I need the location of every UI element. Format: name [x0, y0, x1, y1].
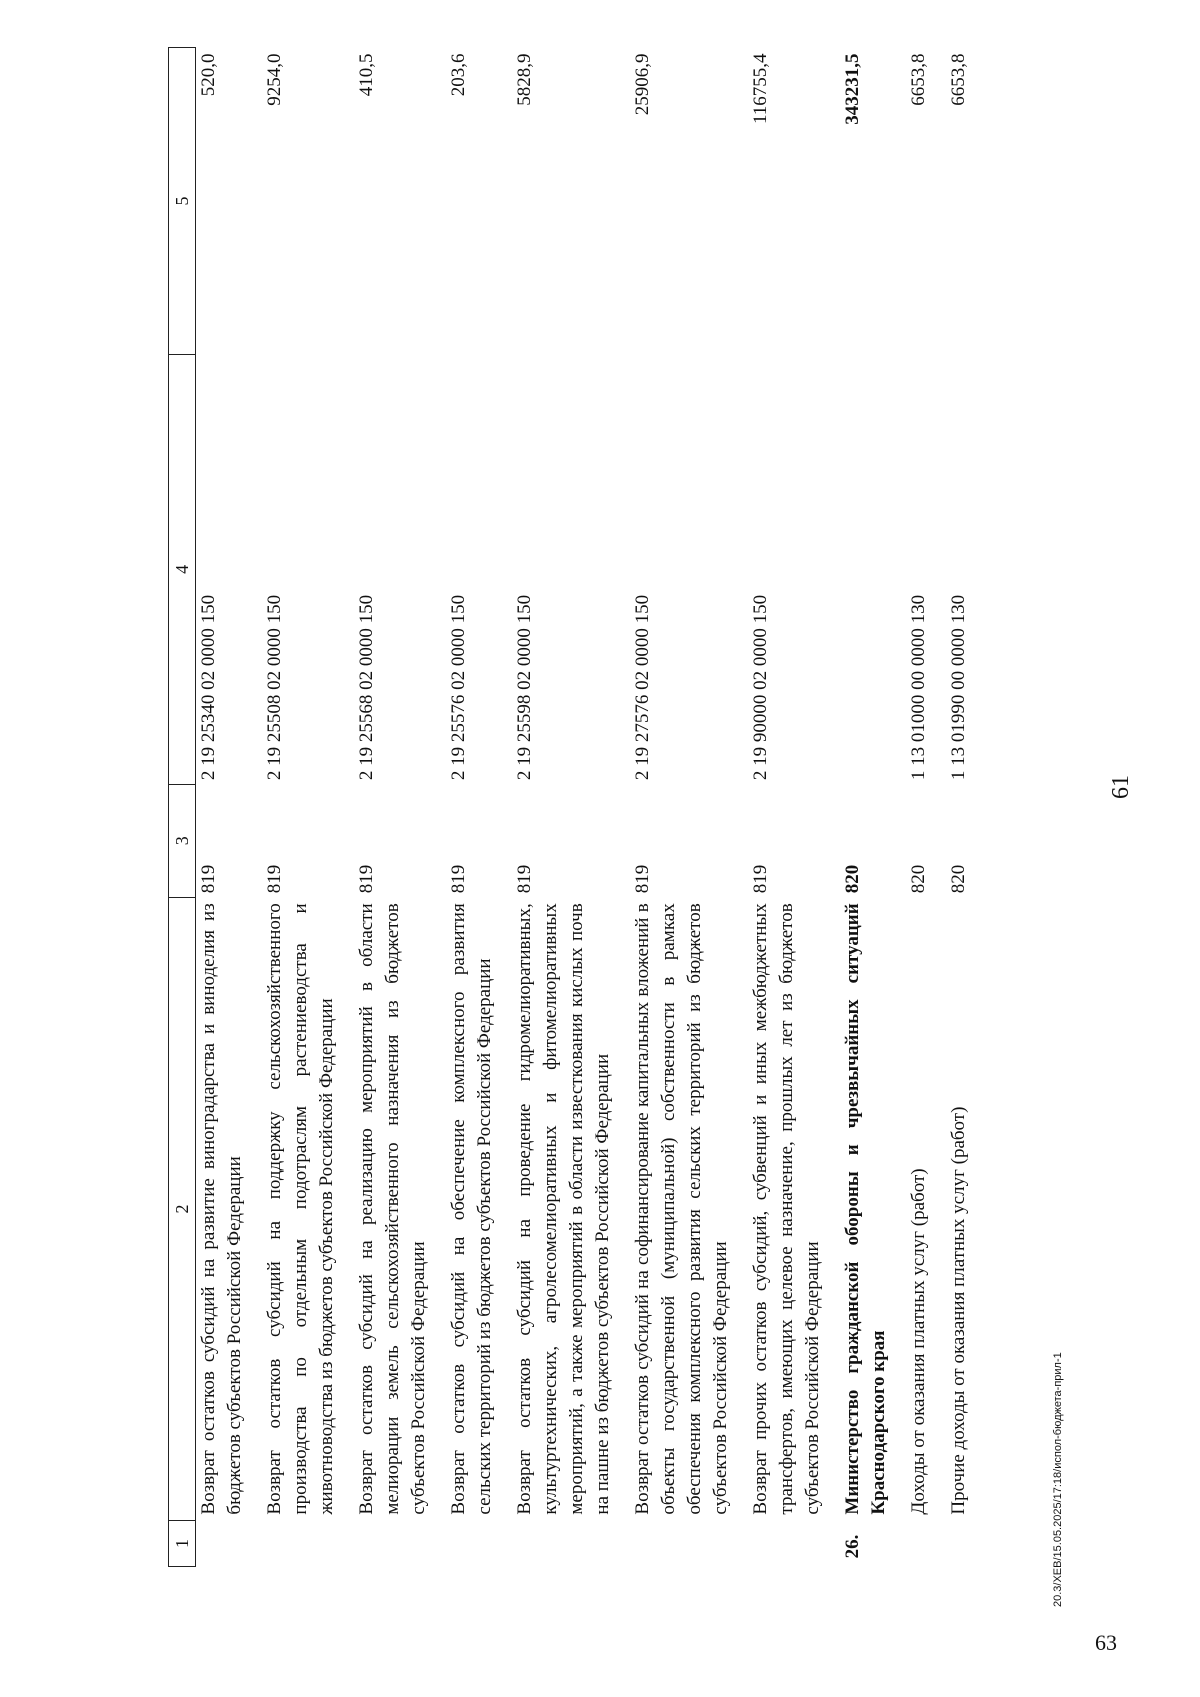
row-admin-code: 819	[264, 864, 285, 894]
row-amount: 203,6	[448, 53, 469, 97]
row-description: Возврат остатков субсидий на развитие виноградарства и виноделия из бюджетов субъектов Российской Федерации	[198, 903, 245, 1515]
column-header-4: 4	[169, 355, 196, 784]
footer-doc-code: 20.3/XEB/15.05.2025/17:18/испол-бюджета-прил-1	[1052, 1352, 1064, 1607]
table-row	[906, 48, 946, 1567]
table-row	[196, 48, 263, 1567]
row-number	[262, 1521, 354, 1567]
row-revenue-code: 2 19 90000 02 0000 150	[750, 594, 771, 781]
row-amount: 116755,4	[750, 53, 771, 125]
row-number	[354, 1521, 446, 1567]
row-description: Возврат остатков субсидий на поддержку сельскохозяйственного производства по отдельным подотраслям растениеводства и животноводства из бюджетов субъектов Российской Федерации	[264, 903, 337, 1515]
row-revenue-code: 2 19 25508 02 0000 150	[264, 594, 285, 781]
row-description: Возврат прочих остатков субсидий, субвенций и иных межбюджетных трансфертов, имеющих целевое назначение, прошлых лет из бюджетов субъектов Российской Федерации	[750, 903, 823, 1515]
row-number	[630, 1521, 748, 1567]
table-row	[446, 48, 512, 1567]
table-row	[630, 48, 748, 1567]
row-admin-code: 819	[750, 864, 771, 894]
table-header-row	[169, 48, 196, 1567]
revenue-table	[168, 47, 986, 1567]
page-number: 61	[1108, 775, 1134, 799]
row-amount: 343231,5	[842, 53, 863, 125]
row-description: Возврат остатков субсидий на обеспечение комплексного развития сельских территорий из бюджетов субъектов Российской Федерации	[448, 903, 495, 1515]
row-revenue-code: 2 19 25598 02 0000 150	[514, 594, 535, 781]
row-number: 26.	[842, 1534, 863, 1559]
row-description: Доходы от оказания платных услуг (работ)	[908, 1168, 929, 1515]
row-admin-code: 820	[948, 864, 969, 894]
row-number	[512, 1521, 630, 1567]
table-row	[748, 48, 840, 1567]
row-amount: 410,5	[356, 53, 377, 97]
row-amount: 520,0	[198, 53, 219, 97]
row-number	[748, 1521, 840, 1567]
row-description: Возврат остатков субсидий на реализацию мероприятий в области мелиорации земель сельскохозяйственного назначения из бюджетов субъектов Российской Федерации	[356, 903, 429, 1515]
row-admin-code: 820	[842, 864, 863, 894]
row-revenue-code: 1 13 01000 00 0000 130	[908, 594, 929, 781]
row-admin-code: 819	[198, 864, 219, 894]
column-header-1: 1	[169, 1521, 196, 1567]
row-number	[446, 1521, 512, 1567]
row-number	[906, 1521, 946, 1567]
row-revenue-code: 2 19 25340 02 0000 150	[198, 594, 219, 781]
row-admin-code: 819	[356, 864, 377, 894]
row-number	[196, 1521, 263, 1567]
row-admin-code: 819	[514, 864, 535, 894]
row-description: Возврат остатков субсидий на проведение гидромелиоративных, культуртехнических, агролесомелиоративных и фитомелиоративных мероприятий, а также мероприятий в области известкования кислых почв на пашне из бюджетов субъектов Российской Федерации	[514, 903, 613, 1515]
row-admin-code: 819	[448, 864, 469, 894]
table-row	[354, 48, 446, 1567]
row-description: Министерство гражданской обороны и чрезвычайных ситуаций Краснодарского края	[842, 903, 889, 1515]
table-row	[512, 48, 630, 1567]
column-header-3: 3	[169, 784, 196, 897]
footer-page-number: 63	[1095, 1630, 1117, 1655]
row-amount: 25906,9	[632, 53, 653, 116]
row-revenue-code: 1 13 01990 00 0000 130	[948, 594, 969, 781]
row-revenue-code: 2 19 27576 02 0000 150	[632, 594, 653, 781]
column-header-5: 5	[169, 48, 196, 355]
row-admin-code: 819	[632, 864, 653, 894]
row-number	[946, 1521, 986, 1567]
table-body	[196, 48, 987, 1567]
table-row	[262, 48, 354, 1567]
row-description: Прочие доходы от оказания платных услуг (работ)	[948, 1106, 969, 1515]
row-amount: 9254,0	[264, 53, 285, 106]
row-revenue-code: 2 19 25576 02 0000 150	[448, 594, 469, 781]
column-header-2: 2	[169, 897, 196, 1520]
row-description: Возврат остатков субсидий на софинансирование капитальных вложений в объекты государственной (муниципальной) собственности в рамках обеспечения комплексного развития сельских территорий из бюджетов субъектов Российской Федерации	[632, 903, 731, 1515]
table-row	[946, 48, 986, 1567]
row-amount: 6653,8	[948, 53, 969, 106]
row-revenue-code: 2 19 25568 02 0000 150	[356, 594, 377, 781]
row-amount: 5828,9	[514, 53, 535, 106]
row-admin-code: 820	[908, 864, 929, 894]
table-row	[840, 48, 906, 1567]
row-amount: 6653,8	[908, 53, 929, 106]
row-revenue-code	[840, 355, 906, 784]
